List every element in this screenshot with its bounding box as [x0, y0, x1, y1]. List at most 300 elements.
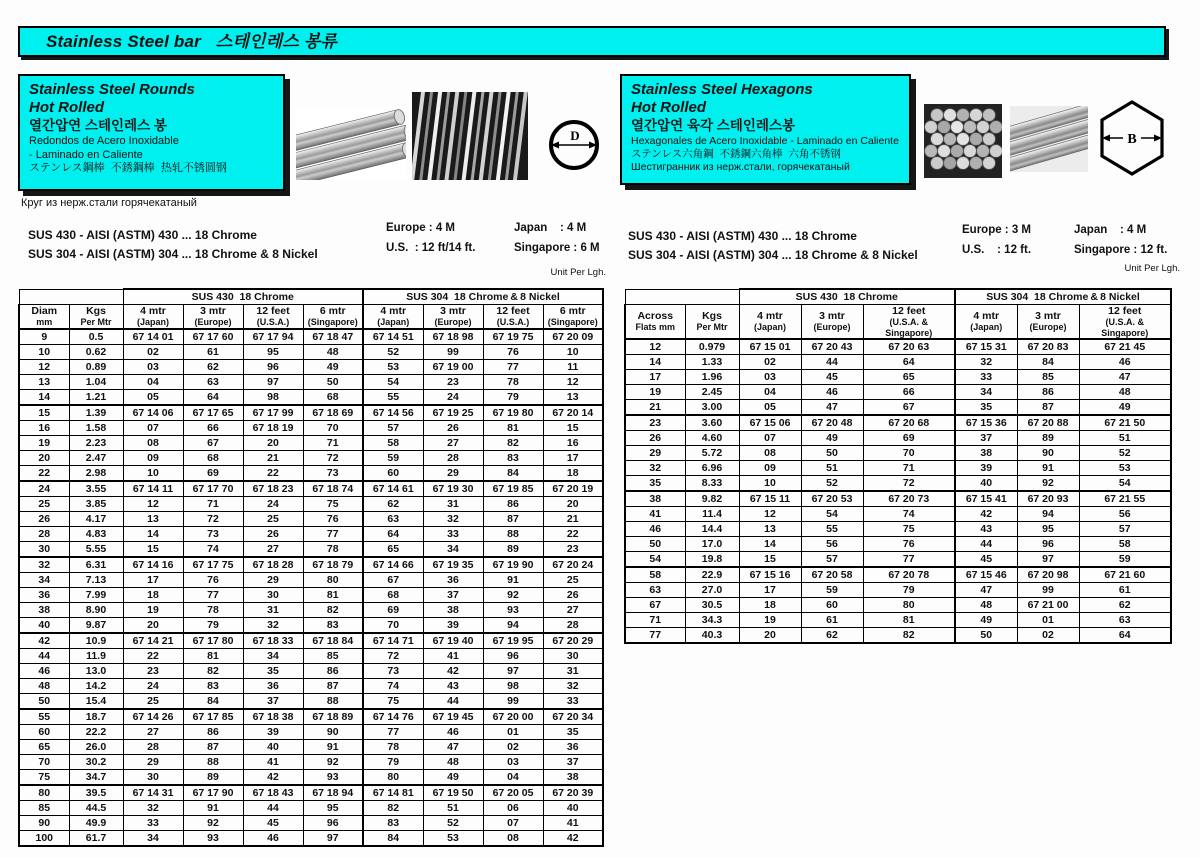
impa-code-cell: 75	[863, 522, 955, 537]
impa-code-cell: 67 18 38	[243, 709, 303, 725]
weight-cell: 0.62	[69, 344, 123, 359]
impa-code-cell: 34	[955, 385, 1017, 400]
impa-code-cell: 67 15 11	[739, 491, 801, 507]
hexagons-length-europe: Europe : 3 M	[962, 224, 1032, 236]
impa-code-cell: 20	[243, 435, 303, 450]
impa-code-cell: 06	[483, 800, 543, 815]
impa-code-cell: 67 20 29	[543, 633, 603, 649]
table-row	[19, 405, 603, 421]
impa-code-cell: 13	[543, 389, 603, 405]
impa-code-cell: 66	[183, 420, 243, 435]
impa-code-cell: 67 17 99	[243, 405, 303, 421]
impa-code-cell: 67 18 43	[243, 785, 303, 801]
impa-code-cell: 82	[363, 800, 423, 815]
weight-cell: 14.2	[69, 678, 123, 693]
impa-code-cell: 67 20 24	[543, 557, 603, 573]
table-row	[625, 461, 1171, 476]
size-cell: 21	[625, 400, 685, 416]
weight-cell: 7.99	[69, 587, 123, 602]
impa-code-cell: 67 20 73	[863, 491, 955, 507]
impa-code-cell: 67 14 51	[363, 329, 423, 345]
impa-code-cell: 99	[483, 693, 543, 709]
rounds-title-cjk: ステンレス鋼棒 不銹鋼棒 热轧不锈圆钢	[29, 162, 227, 174]
impa-code-cell: 03	[483, 754, 543, 769]
impa-code-cell: 86	[483, 496, 543, 511]
impa-code-cell: 67	[863, 400, 955, 416]
size-cell: 15	[19, 405, 69, 421]
impa-code-cell: 89	[1017, 431, 1079, 446]
impa-code-cell: 19	[123, 602, 183, 617]
size-cell: 20	[19, 450, 69, 465]
table-row	[625, 370, 1171, 385]
impa-code-cell: 34	[423, 541, 483, 557]
impa-code-cell: 35	[955, 400, 1017, 416]
weight-cell: 0.89	[69, 359, 123, 374]
impa-code-cell: 39	[423, 617, 483, 633]
impa-code-cell: 53	[1079, 461, 1171, 476]
weight-cell: 1.96	[685, 370, 739, 385]
impa-code-cell: 67 19 25	[423, 405, 483, 421]
weight-cell: 13.0	[69, 663, 123, 678]
impa-code-cell: 68	[303, 389, 363, 405]
weight-cell: 44.5	[69, 800, 123, 815]
size-cell: 29	[625, 446, 685, 461]
table-row	[19, 541, 603, 557]
impa-code-cell: 48	[303, 344, 363, 359]
impa-code-cell: 67 17 90	[183, 785, 243, 801]
weight-cell: 22.9	[685, 567, 739, 583]
impa-code-cell: 67 19 75	[483, 329, 543, 345]
impa-code-cell: 60	[363, 465, 423, 481]
impa-code-cell: 62	[183, 359, 243, 374]
impa-code-cell: 79	[863, 583, 955, 598]
impa-code-cell: 27	[543, 602, 603, 617]
impa-code-cell: 26	[543, 587, 603, 602]
impa-code-cell: 95	[303, 800, 363, 815]
impa-code-cell: 50	[303, 374, 363, 389]
table-row	[19, 633, 603, 649]
impa-code-cell: 93	[483, 602, 543, 617]
impa-code-cell: 99	[1017, 583, 1079, 598]
hexagons-length-us: U.S. : 12 ft.	[962, 244, 1032, 256]
impa-code-cell: 80	[363, 769, 423, 785]
table-row	[19, 709, 603, 725]
impa-code-cell: 33	[423, 526, 483, 541]
impa-code-cell: 67 17 65	[183, 405, 243, 421]
impa-code-cell: 67 18 19	[243, 420, 303, 435]
weight-cell: 15.4	[69, 693, 123, 709]
impa-code-cell: 93	[183, 830, 243, 846]
impa-code-cell: 05	[123, 389, 183, 405]
impa-code-cell: 68	[363, 587, 423, 602]
impa-code-cell: 84	[483, 465, 543, 481]
impa-code-cell: 78	[183, 602, 243, 617]
impa-code-cell: 51	[1079, 431, 1171, 446]
impa-code-cell: 59	[801, 583, 863, 598]
impa-code-cell: 01	[1017, 613, 1079, 628]
impa-code-cell: 38	[423, 602, 483, 617]
impa-code-cell: 67 17 94	[243, 329, 303, 345]
table-corner	[625, 289, 739, 305]
hexagons-spec-430: SUS 430 - AISI (ASTM) 430 ... 18 Chrome	[628, 229, 857, 243]
impa-code-cell: 52	[423, 815, 483, 830]
impa-code-cell: 25	[243, 511, 303, 526]
impa-code-cell: 63	[1079, 613, 1171, 628]
impa-code-cell: 64	[863, 355, 955, 370]
weight-cell: 3.00	[685, 400, 739, 416]
table-row	[19, 602, 603, 617]
rounds-length-us: U.S. : 12 ft/14 ft.	[386, 242, 476, 254]
weight-cell: 61.7	[69, 830, 123, 846]
impa-code-cell: 67 15 41	[955, 491, 1017, 507]
table-row	[19, 374, 603, 389]
column-header: 4 mtr (Japan)	[955, 305, 1017, 340]
column-header: 4 mtr (Japan)	[363, 305, 423, 329]
table-row	[625, 522, 1171, 537]
table-row	[19, 450, 603, 465]
impa-code-cell: 87	[483, 511, 543, 526]
table-row	[625, 507, 1171, 522]
table-row	[19, 678, 603, 693]
impa-code-cell: 63	[183, 374, 243, 389]
weight-cell: 9.87	[69, 617, 123, 633]
impa-code-cell: 64	[363, 526, 423, 541]
across-flats-diagram	[1094, 96, 1170, 180]
impa-code-cell: 78	[363, 739, 423, 754]
impa-code-cell: 77	[483, 359, 543, 374]
impa-code-cell: 11	[543, 359, 603, 374]
impa-code-cell: 48	[423, 754, 483, 769]
impa-code-cell: 66	[863, 385, 955, 400]
impa-code-cell: 09	[739, 461, 801, 476]
weight-cell: 30.5	[685, 598, 739, 613]
hexagons-length-singapore: Singapore : 12 ft.	[1074, 244, 1168, 256]
size-cell: 38	[19, 602, 69, 617]
weight-cell: 4.17	[69, 511, 123, 526]
impa-code-cell: 67 19 40	[423, 633, 483, 649]
impa-code-cell: 84	[1017, 355, 1079, 370]
impa-code-cell: 67 18 69	[303, 405, 363, 421]
impa-code-cell: 73	[303, 465, 363, 481]
table-row	[625, 491, 1171, 507]
impa-code-cell: 67 18 47	[303, 329, 363, 345]
impa-code-cell: 96	[243, 359, 303, 374]
column-header: Across Flats mm	[625, 305, 685, 340]
table-row	[625, 415, 1171, 431]
size-cell: 12	[19, 359, 69, 374]
impa-code-cell: 67 20 88	[1017, 415, 1079, 431]
weight-cell: 18.7	[69, 709, 123, 725]
size-cell: 40	[19, 617, 69, 633]
impa-code-cell: 15	[739, 552, 801, 568]
rounds-spec-304: SUS 304 - AISI (ASTM) 304 ... 18 Chrome & 8 Nickel	[28, 247, 318, 261]
impa-code-cell: 18	[123, 587, 183, 602]
table-row	[625, 446, 1171, 461]
size-cell: 32	[19, 557, 69, 573]
size-cell: 26	[625, 431, 685, 446]
impa-code-cell: 67 20 98	[1017, 567, 1079, 583]
table-row	[19, 344, 603, 359]
rounds-unit-note: Unit Per Lgh.	[550, 267, 606, 278]
table-row	[19, 526, 603, 541]
impa-code-cell: 73	[183, 526, 243, 541]
diameter-diagram	[542, 110, 606, 174]
impa-code-cell: 79	[483, 389, 543, 405]
rounds-table	[18, 288, 604, 847]
impa-code-cell: 08	[123, 435, 183, 450]
impa-code-cell: 43	[955, 522, 1017, 537]
impa-code-cell: 95	[243, 344, 303, 359]
table-row	[19, 693, 603, 709]
impa-code-cell: 93	[303, 769, 363, 785]
impa-code-cell: 44	[955, 537, 1017, 552]
weight-cell: 6.96	[685, 461, 739, 476]
weight-cell: 0.5	[69, 329, 123, 345]
impa-code-cell: 23	[423, 374, 483, 389]
impa-code-cell: 14	[123, 526, 183, 541]
impa-code-cell: 67 18 89	[303, 709, 363, 725]
impa-code-cell: 67 14 06	[123, 405, 183, 421]
impa-code-cell: 77	[363, 724, 423, 739]
impa-code-cell: 30	[123, 769, 183, 785]
impa-code-cell: 49	[801, 431, 863, 446]
rounds-spec-lines	[28, 226, 318, 264]
size-cell: 17	[625, 370, 685, 385]
impa-code-cell: 22	[543, 526, 603, 541]
impa-code-cell: 97	[483, 663, 543, 678]
hexagons-title-russian: Шестигранник из нерж.стали, горячекатаный	[631, 161, 850, 173]
column-header: 6 mtr (Singapore)	[543, 305, 603, 329]
impa-code-cell: 69	[183, 465, 243, 481]
impa-code-cell: 03	[739, 370, 801, 385]
impa-code-cell: 59	[363, 450, 423, 465]
column-header: 12 feet (U.S.A. & Singapore)	[863, 305, 955, 340]
impa-code-cell: 62	[363, 496, 423, 511]
impa-code-cell: 44	[243, 800, 303, 815]
weight-cell: 5.55	[69, 541, 123, 557]
size-cell: 44	[19, 648, 69, 663]
impa-code-cell: 16	[543, 435, 603, 450]
column-header: 12 feet (U.S.A.)	[243, 305, 303, 329]
table-row	[19, 481, 603, 497]
weight-cell: 5.72	[685, 446, 739, 461]
impa-code-cell: 90	[303, 724, 363, 739]
size-cell: 14	[19, 389, 69, 405]
impa-code-cell: 22	[243, 465, 303, 481]
impa-code-cell: 62	[801, 628, 863, 644]
weight-cell: 30.2	[69, 754, 123, 769]
impa-code-cell: 67 14 61	[363, 481, 423, 497]
impa-code-cell: 67 18 98	[423, 329, 483, 345]
impa-code-cell: 15	[543, 420, 603, 435]
impa-code-cell: 30	[543, 648, 603, 663]
table-row	[19, 511, 603, 526]
impa-code-cell: 62	[1079, 598, 1171, 613]
impa-code-cell: 67 20 93	[1017, 491, 1079, 507]
table-row	[625, 552, 1171, 568]
size-cell: 85	[19, 800, 69, 815]
impa-code-cell: 67 20 19	[543, 481, 603, 497]
weight-cell: 1.33	[685, 355, 739, 370]
impa-code-cell: 26	[423, 420, 483, 435]
impa-code-cell: 67 14 16	[123, 557, 183, 573]
impa-code-cell: 75	[303, 496, 363, 511]
impa-code-cell: 82	[863, 628, 955, 644]
impa-code-cell: 67 14 21	[123, 633, 183, 649]
impa-code-cell: 67 18 23	[243, 481, 303, 497]
impa-code-cell: 32	[123, 800, 183, 815]
column-header: Kgs Per Mtr	[69, 305, 123, 329]
impa-code-cell: 42	[243, 769, 303, 785]
size-cell: 36	[19, 587, 69, 602]
impa-code-cell: 49	[303, 359, 363, 374]
hexagons-unit-note: Unit Per Lgh.	[1124, 263, 1180, 274]
weight-cell: 19.8	[685, 552, 739, 568]
impa-code-cell: 70	[303, 420, 363, 435]
impa-code-cell: 25	[123, 693, 183, 709]
impa-code-cell: 67 14 26	[123, 709, 183, 725]
impa-code-cell: 72	[303, 450, 363, 465]
impa-code-cell: 92	[303, 754, 363, 769]
impa-code-cell: 67 21 55	[1079, 491, 1171, 507]
size-cell: 54	[625, 552, 685, 568]
impa-code-cell: 67 20 58	[801, 567, 863, 583]
column-header: 12 feet (U.S.A.)	[483, 305, 543, 329]
rounds-info-box	[18, 74, 285, 191]
hexagons-spec-lines	[628, 227, 918, 265]
page-title: Stainless Steel bar 스테인레스 봉류	[46, 32, 338, 51]
weight-cell: 4.83	[69, 526, 123, 541]
impa-code-cell: 45	[243, 815, 303, 830]
size-cell: 14	[625, 355, 685, 370]
hexagons-table	[624, 288, 1172, 644]
size-cell: 90	[19, 815, 69, 830]
impa-code-cell: 72	[183, 511, 243, 526]
weight-cell: 34.7	[69, 769, 123, 785]
table-row	[19, 420, 603, 435]
impa-code-cell: 29	[423, 465, 483, 481]
impa-code-cell: 44	[423, 693, 483, 709]
impa-code-cell: 67 18 84	[303, 633, 363, 649]
page-title-banner	[18, 26, 1166, 57]
size-cell: 70	[19, 754, 69, 769]
group-header: SUS 304 18 Chrome & 8 Nickel	[363, 289, 603, 305]
impa-code-cell: 31	[423, 496, 483, 511]
impa-code-cell: 35	[543, 724, 603, 739]
table-row	[19, 769, 603, 785]
hexagons-title: Stainless Steel Hexagons	[631, 81, 813, 98]
weight-cell: 14.4	[685, 522, 739, 537]
impa-code-cell: 71	[863, 461, 955, 476]
column-header: 4 mtr (Japan)	[123, 305, 183, 329]
impa-code-cell: 63	[363, 511, 423, 526]
impa-code-cell: 40	[543, 800, 603, 815]
size-cell: 32	[625, 461, 685, 476]
impa-code-cell: 97	[1017, 552, 1079, 568]
impa-code-cell: 86	[303, 663, 363, 678]
size-cell: 100	[19, 830, 69, 846]
rounds-title-korean: 열간압연 스테인레스 봉	[29, 118, 167, 133]
impa-code-cell: 67 20 48	[801, 415, 863, 431]
impa-code-cell: 29	[123, 754, 183, 769]
impa-code-cell: 37	[543, 754, 603, 769]
impa-code-cell: 23	[123, 663, 183, 678]
impa-code-cell: 47	[1079, 370, 1171, 385]
column-header: 3 mtr (Europe)	[801, 305, 863, 340]
impa-code-cell: 08	[483, 830, 543, 846]
impa-code-cell: 08	[739, 446, 801, 461]
impa-code-cell: 50	[801, 446, 863, 461]
impa-code-cell: 67 20 43	[801, 339, 863, 355]
impa-code-cell: 70	[863, 446, 955, 461]
size-cell: 60	[19, 724, 69, 739]
impa-code-cell: 80	[863, 598, 955, 613]
impa-code-cell: 67 14 01	[123, 329, 183, 345]
size-cell: 25	[19, 496, 69, 511]
hexagons-spec-304: SUS 304 - AISI (ASTM) 304 ... 18 Chrome & 8 Nickel	[628, 248, 918, 262]
rounds-length-europe: Europe : 4 M	[386, 222, 456, 234]
table-row	[625, 598, 1171, 613]
table-row	[19, 800, 603, 815]
table-row	[19, 739, 603, 754]
weight-cell: 1.21	[69, 389, 123, 405]
impa-code-cell: 10	[543, 344, 603, 359]
impa-code-cell: 02	[483, 739, 543, 754]
impa-code-cell: 52	[363, 344, 423, 359]
impa-code-cell: 88	[483, 526, 543, 541]
impa-code-cell: 48	[955, 598, 1017, 613]
size-cell: 80	[19, 785, 69, 801]
table-row	[19, 663, 603, 678]
impa-code-cell: 78	[483, 374, 543, 389]
impa-code-cell: 40	[955, 476, 1017, 492]
impa-code-cell: 77	[183, 587, 243, 602]
impa-code-cell: 17	[123, 572, 183, 587]
hexagons-title-spanish: Hexagonales de Acero Inoxidable - Laminado en Caliente	[631, 135, 899, 147]
impa-code-cell: 67 20 83	[1017, 339, 1079, 355]
impa-code-cell: 96	[303, 815, 363, 830]
table-row	[19, 389, 603, 405]
table-row	[625, 476, 1171, 492]
impa-code-cell: 32	[243, 617, 303, 633]
impa-code-cell: 24	[423, 389, 483, 405]
weight-cell: 39.5	[69, 785, 123, 801]
impa-code-cell: 86	[183, 724, 243, 739]
impa-code-cell: 04	[483, 769, 543, 785]
rounds-spec-430: SUS 430 - AISI (ASTM) 430 ... 18 Chrome	[28, 228, 257, 242]
impa-code-cell: 18	[739, 598, 801, 613]
weight-cell: 11.4	[685, 507, 739, 522]
impa-code-cell: 14	[739, 537, 801, 552]
size-cell: 38	[625, 491, 685, 507]
size-cell: 58	[625, 567, 685, 583]
table-row	[19, 465, 603, 481]
table-row	[19, 648, 603, 663]
size-cell: 67	[625, 598, 685, 613]
weight-cell: 10.9	[69, 633, 123, 649]
impa-code-cell: 67 17 70	[183, 481, 243, 497]
size-cell: 19	[625, 385, 685, 400]
table-row	[19, 557, 603, 573]
impa-code-cell: 13	[739, 522, 801, 537]
impa-code-cell: 72	[363, 648, 423, 663]
group-header: SUS 430 18 Chrome	[739, 289, 955, 305]
size-cell: 55	[19, 709, 69, 725]
impa-code-cell: 76	[863, 537, 955, 552]
table-row	[625, 385, 1171, 400]
impa-code-cell: 91	[183, 800, 243, 815]
column-header: 12 feet (U.S.A. & Singapore)	[1079, 305, 1171, 340]
